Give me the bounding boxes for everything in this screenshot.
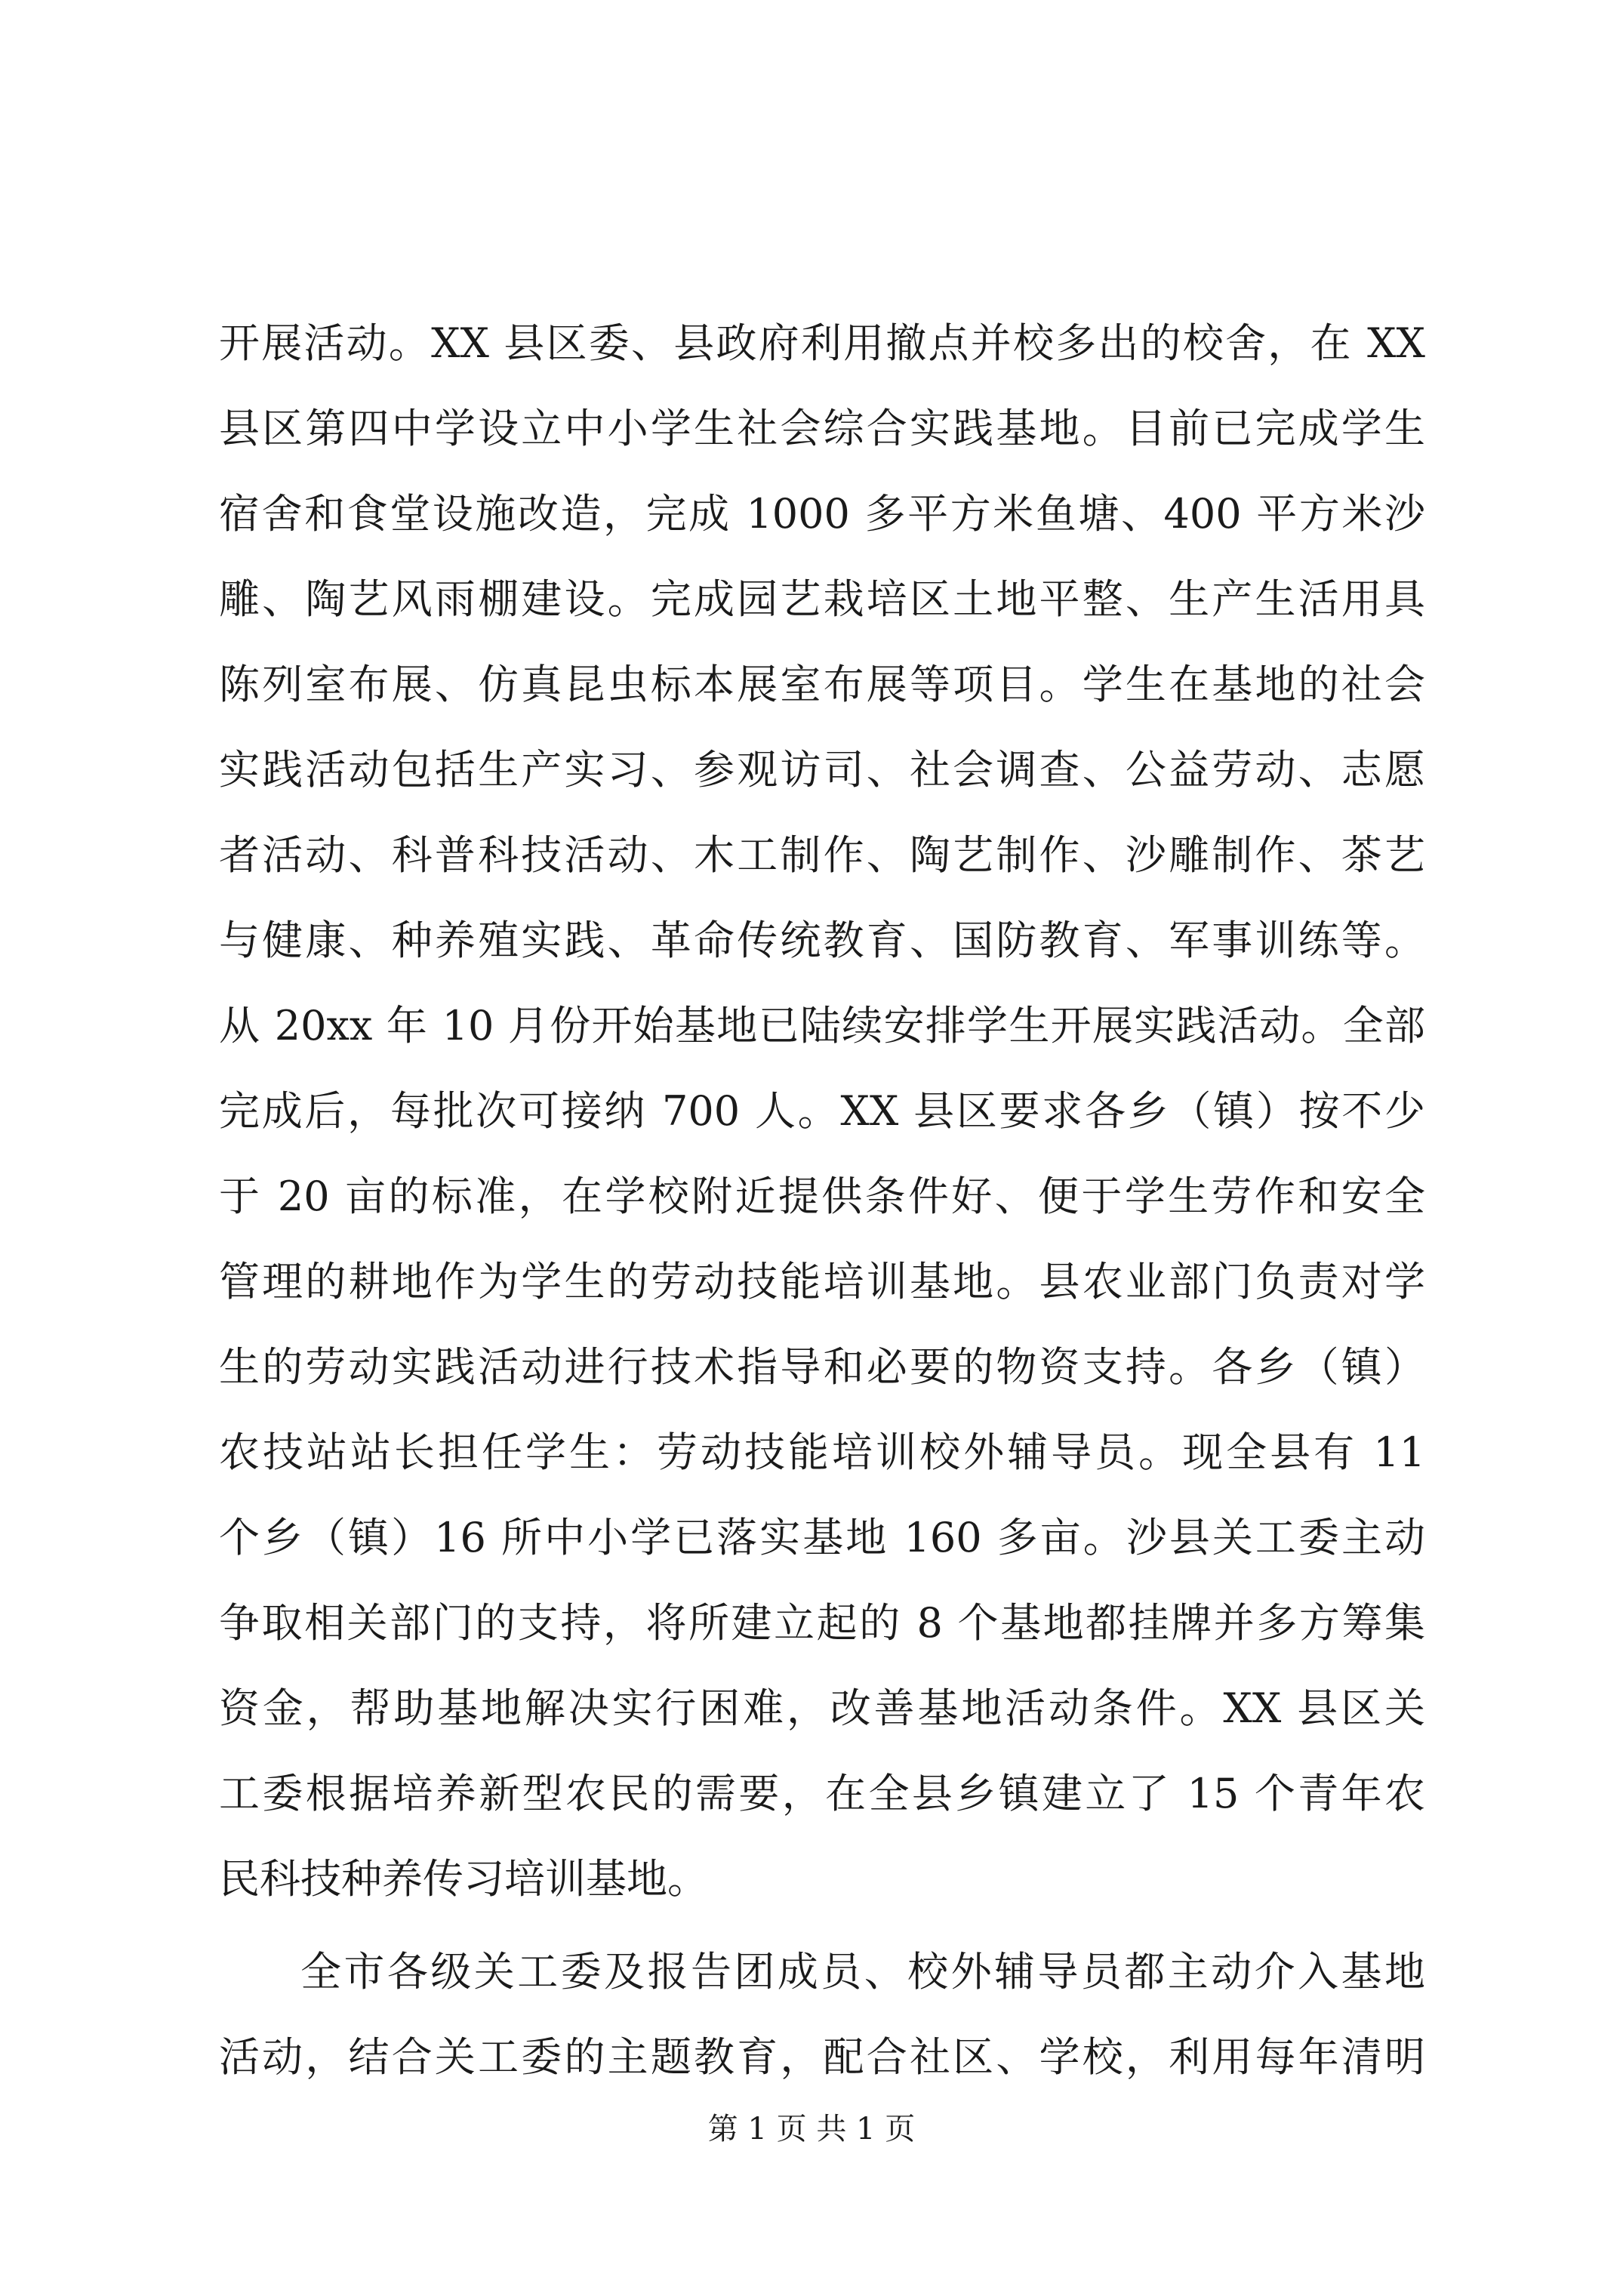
page-footer: 第 1 页 共 1 页 xyxy=(707,2112,916,2147)
text-line: 民科技种养传习培训基地。 xyxy=(219,1855,708,1903)
text-line: 者活动、科普科技活动、木工制作、陶艺制作、沙雕制作、茶艺 xyxy=(219,831,1425,879)
text-line: 争取相关部门的支持，将所建立起的 8 个基地都挂牌并多方筹集 xyxy=(219,1599,1425,1647)
text-line: 个乡（镇）16 所中小学已落实基地 160 多亩。沙县关工委主动 xyxy=(219,1514,1425,1561)
text-line: 活动，结合关工委的主题教育，配合社区、学校，利用每年清明 xyxy=(219,2033,1425,2081)
text-line: 雕、陶艺风雨棚建设。完成园艺栽培区土地平整、生产生活用具 xyxy=(219,575,1425,623)
body-text xyxy=(219,300,1425,2100)
paragraph-1 xyxy=(219,300,1425,1922)
text-line: 开展活动。XX 县区委、县政府利用撤点并校多出的校舍，在 XX xyxy=(219,319,1425,367)
text-line: 工委根据培养新型农民的需要，在全县乡镇建立了 15 个青年农 xyxy=(219,1770,1425,1817)
text-line: 农技站站长担任学生：劳动技能培训校外辅导员。现全县有 11 xyxy=(219,1428,1425,1476)
paragraph-2 xyxy=(219,1929,1425,2100)
text-line: 县区第四中学设立中小学生社会综合实践基地。目前已完成学生 xyxy=(219,405,1425,452)
text-line: 资金，帮助基地解决实行困难，改善基地活动条件。XX 县区关 xyxy=(219,1684,1425,1732)
text-line: 从 20xx 年 10 月份开始基地已陆续安排学生开展实践活动。全部 xyxy=(219,1002,1425,1049)
text-line: 与健康、种养殖实践、革命传统教育、国防教育、军事训练等。 xyxy=(219,917,1425,964)
text-line: 宿舍和食堂设施改造，完成 1000 多平方米鱼塘、400 平方米沙 xyxy=(219,490,1425,538)
text-line: 生的劳动实践活动进行技术指导和必要的物资支持。各乡（镇） xyxy=(219,1343,1425,1391)
text-line: 完成后，每批次可接纳 700 人。XX 县区要求各乡（镇）按不少 xyxy=(219,1087,1425,1135)
text-line: 陈列室布展、仿真昆虫标本展室布展等项目。学生在基地的社会 xyxy=(219,661,1425,708)
text-line: 实践活动包括生产实习、参观访司、社会调查、公益劳动、志愿 xyxy=(219,746,1425,794)
text-line: 于 20 亩的标准，在学校附近提供条件好、便于学生劳作和安全 xyxy=(219,1173,1425,1220)
text-line: 全市各级关工委及报告团成员、校外辅导员都主动介入基地 xyxy=(300,1948,1425,1996)
paragraph-gap xyxy=(219,1922,1425,1929)
text-line: 管理的耕地作为学生的劳动技能培训基地。县农业部门负责对学 xyxy=(219,1258,1425,1305)
